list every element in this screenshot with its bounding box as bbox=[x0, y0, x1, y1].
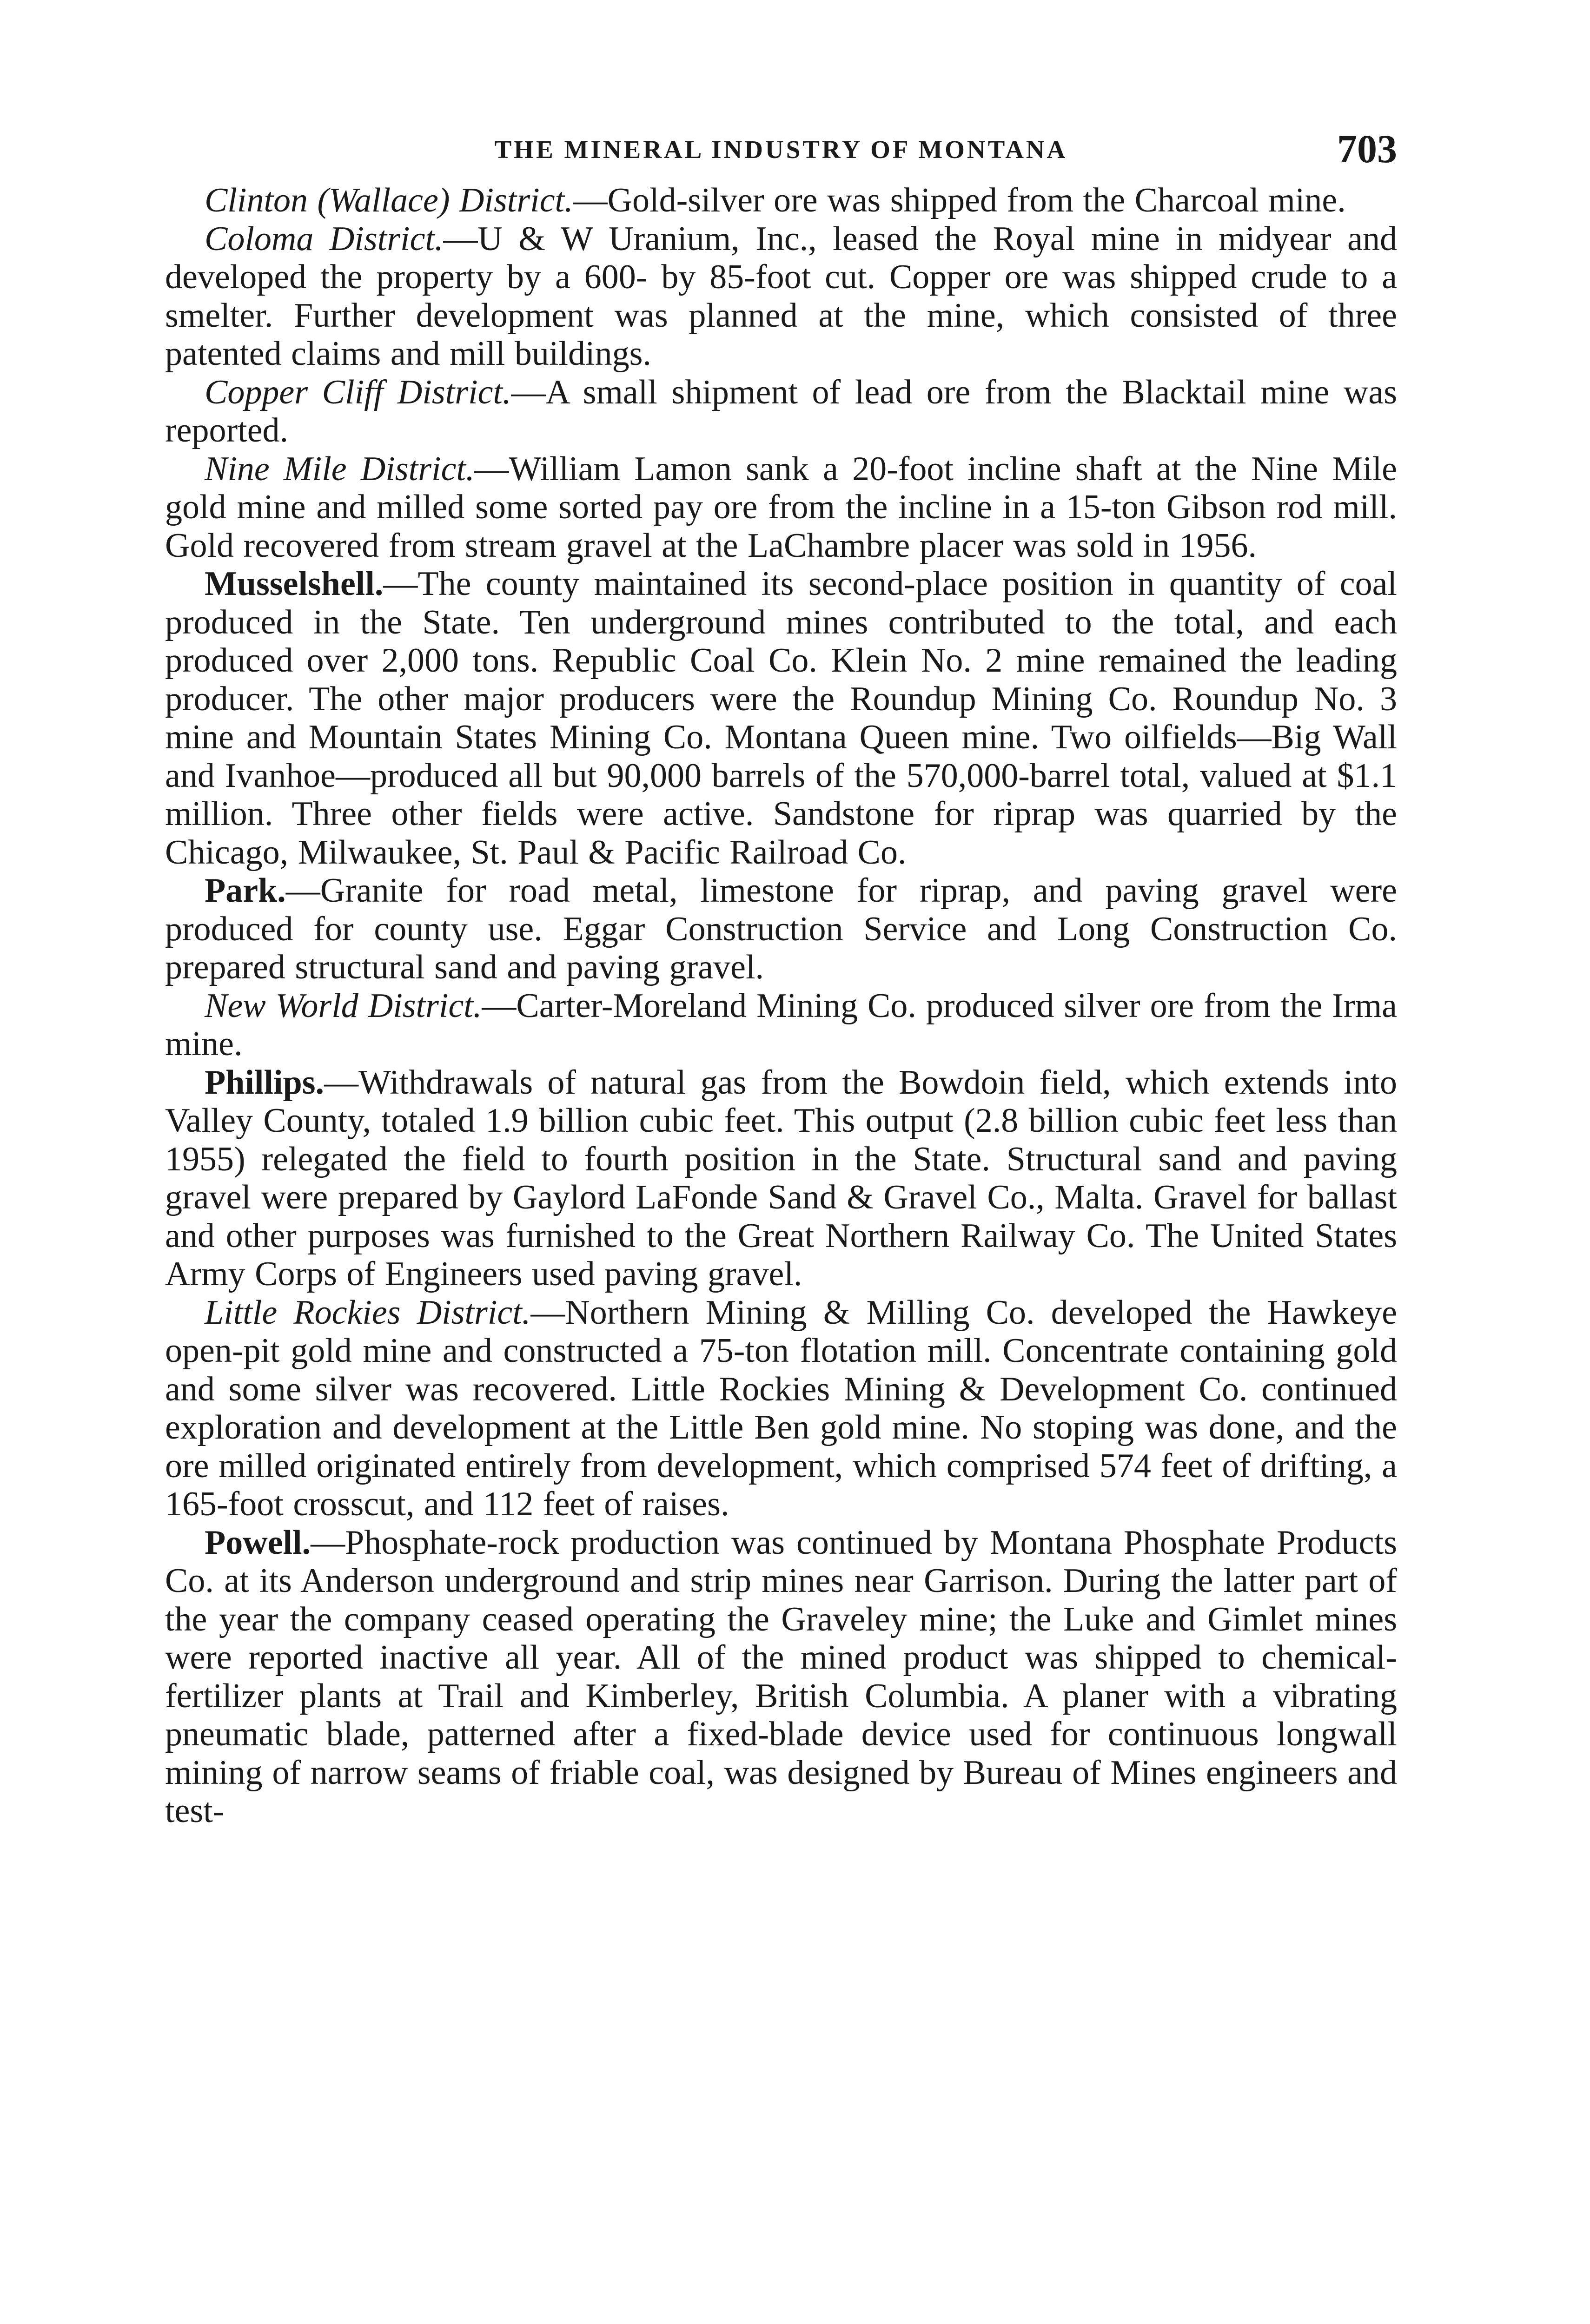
page-number: 703 bbox=[1337, 126, 1397, 171]
document-page bbox=[165, 125, 1397, 1830]
paragraph-clinton-district bbox=[165, 181, 1397, 220]
paragraph-text: —Carter-Moreland Mining Co. produced silver ore from the Irma mine. bbox=[165, 986, 1397, 1063]
paragraph-park bbox=[165, 872, 1397, 987]
running-title: THE MINERAL INDUSTRY OF MONTANA bbox=[494, 135, 1068, 164]
paragraph-lead: Musselshell. bbox=[205, 565, 384, 603]
paragraph-lead: Coloma District. bbox=[205, 219, 444, 258]
paragraph-coloma-district bbox=[165, 220, 1397, 373]
paragraph-new-world-district bbox=[165, 987, 1397, 1063]
paragraph-nine-mile-district bbox=[165, 450, 1397, 565]
body-text bbox=[165, 181, 1397, 1830]
paragraph-text: —Withdrawals of natural gas from the Bowdoin field, which extends into Valley County, totaled 1.9 billion cubic feet. This output (2.8 billion cubic feet less than 1955) relegated the field to fourth position in the State. Structural sand and paving gravel were prepared by Gaylord LaFonde Sand & Gravel Co., Malta. Gravel for ballast and other purposes was furnished to the Great Northern Railway Co. The United States Army Corps of Engineers used paving gravel. bbox=[165, 1063, 1397, 1293]
paragraph-text: —Gold-silver ore was shipped from the Charcoal mine. bbox=[573, 181, 1346, 219]
paragraph-lead: Nine Mile District. bbox=[205, 449, 475, 488]
paragraph-lead: Copper Cliff District. bbox=[205, 373, 511, 411]
paragraph-text: —Phosphate-rock production was continued by Montana Phosphate Products Co. at its Anderson underground and strip mines near Garrison. During the latter part of the year the company ceased operating the Graveley mine; the Luke and Gimlet mines were reported inactive all year. All of the mined product was shipped to chemical-fertilizer plants at Trail and Kimberley, British Columbia. A planer with a vibrating pneumatic blade, patterned after a fixed-blade device used for continuous longwall mining of narrow seams of friable coal, was designed by Bureau of Mines engineers and test- bbox=[165, 1523, 1397, 1830]
paragraph-musselshell bbox=[165, 565, 1397, 872]
paragraph-lead: New World District. bbox=[205, 986, 482, 1025]
paragraph-text: —Northern Mining & Milling Co. developed the Hawkeye open-pit gold mine and constructed a 75-ton flotation mill. Concentrate containing gold and some silver was recovered. Little Rockies Mining & Development Co. continued exploration and development at the Little Ben gold mine. No stoping was done, and the ore milled originated entirely from development, which comprised 574 feet of drifting, a 165-foot crosscut, and 112 feet of raises. bbox=[165, 1293, 1397, 1523]
paragraph-powell bbox=[165, 1524, 1397, 1830]
paragraph-little-rockies-district bbox=[165, 1294, 1397, 1524]
running-head bbox=[165, 125, 1397, 177]
paragraph-lead: Powell. bbox=[205, 1523, 311, 1562]
paragraph-text: —William Lamon sank a 20-foot incline shaft at the Nine Mile gold mine and milled some sorted pay ore from the incline in a 15-ton Gibson rod mill. Gold recovered from stream gravel at the LaChambre placer was sold in 1956. bbox=[165, 449, 1397, 565]
paragraph-text: —A small shipment of lead ore from the Blacktail mine was reported. bbox=[165, 373, 1397, 449]
paragraph-lead: Park. bbox=[205, 872, 286, 910]
paragraph-phillips bbox=[165, 1063, 1397, 1294]
paragraph-text: —Granite for road metal, limestone for riprap, and paving gravel were produced for county use. Eggar Construction Service and Long Construction Co. prepared structural sand and paving gravel. bbox=[165, 872, 1397, 986]
paragraph-lead: Little Rockies District. bbox=[205, 1293, 531, 1332]
paragraph-copper-cliff-district bbox=[165, 373, 1397, 450]
paragraph-text: —U & W Uranium, Inc., leased the Royal mine in midyear and developed the property by a 600- by 85-foot cut. Copper ore was shipped crude to a smelter. Further development was planned at the mine, which consisted of three patented claims and mill buildings. bbox=[165, 219, 1397, 373]
paragraph-lead: Phillips. bbox=[205, 1063, 325, 1102]
paragraph-lead: Clinton (Wallace) District. bbox=[205, 181, 573, 219]
paragraph-text: —The county maintained its second-place position in quantity of coal produced in the State. Ten underground mines contributed to the total, and each produced over 2,000 tons. Republic Coal Co. Klein No. 2 mine remained the leading producer. The other major producers were the Roundup Mining Co. Roundup No. 3 mine and Mountain States Mining Co. Montana Queen mine. Two oilfields—Big Wall and Ivanhoe—produced all but 90,000 barrels of the 570,000-barrel total, valued at $1.1 million. Three other fields were active. Sandstone for riprap was quarried by the Chicago, Milwaukee, St. Paul & Pacific Railroad Co. bbox=[165, 565, 1397, 872]
